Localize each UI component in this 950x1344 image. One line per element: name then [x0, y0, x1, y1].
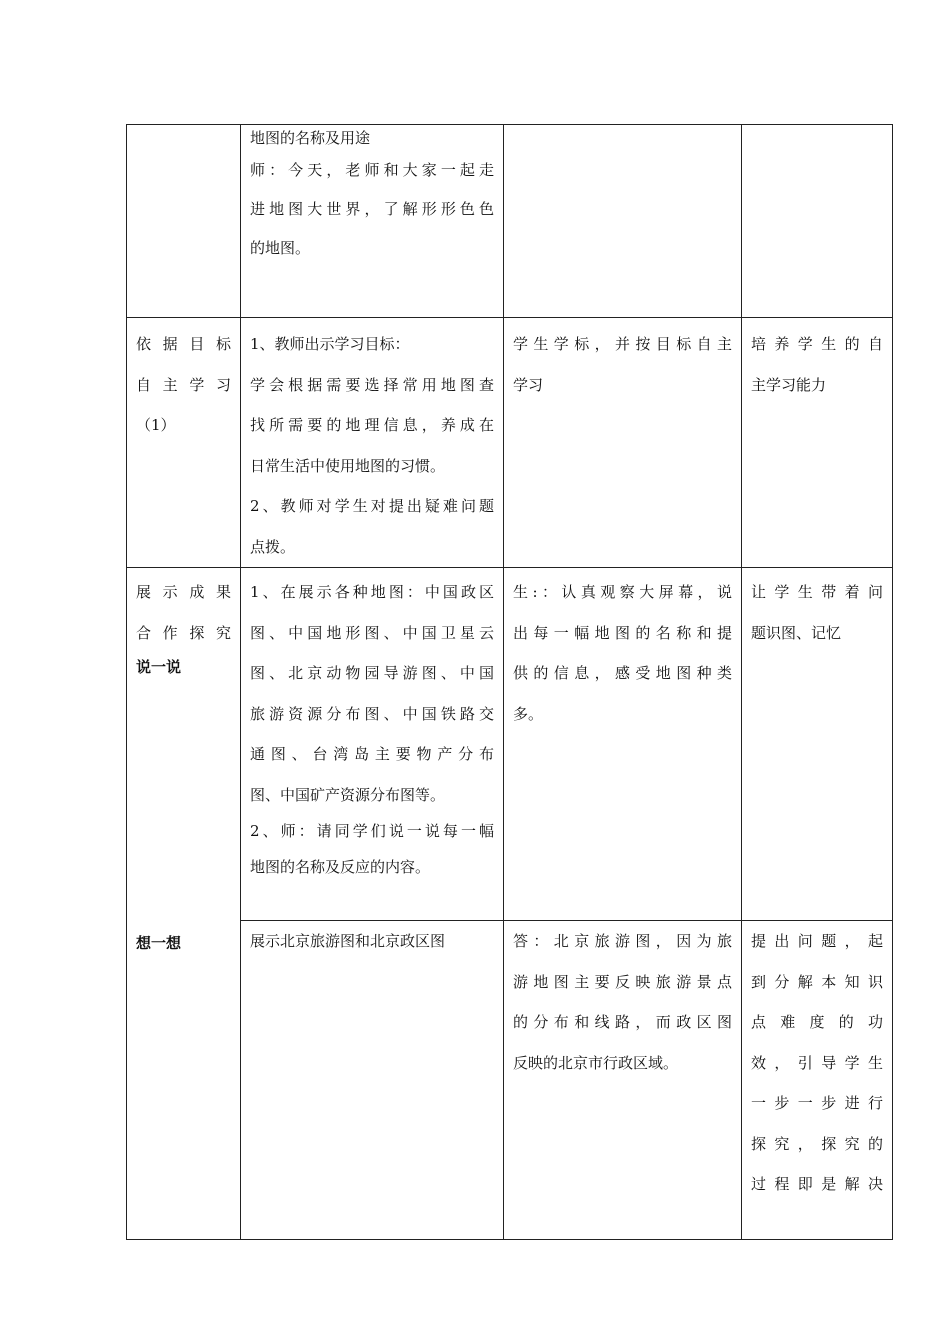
cell-line: 师：今天，老师和大家一起走 [250, 161, 494, 179]
cell-line: 多。 [513, 704, 544, 723]
intent-subcell [742, 568, 892, 921]
cell-line: 图、北京动物园导游图、中国 [250, 664, 494, 682]
student-subcell [504, 921, 741, 1231]
cell-line: 提出问题，起 [751, 932, 883, 950]
cell-line: 自主学习 [136, 375, 231, 394]
cell-line: 学生学标，并按目标自主 [513, 335, 732, 353]
cell-line: 地图的名称及用途 [250, 129, 371, 147]
cell-line: 点难度的功 [751, 1013, 883, 1031]
cell-line: 的分布和线路，而政区图 [513, 1013, 732, 1031]
cell-line: 学习 [513, 375, 544, 394]
teacher-subcell [241, 921, 503, 1231]
cell-line: 的地图。 [250, 239, 311, 257]
cell-line: 展示成果 [136, 583, 231, 601]
cell-line: 通图、台湾岛主要物产分布 [250, 745, 494, 763]
table-row [127, 318, 893, 568]
teacher-activity-cell [241, 568, 504, 1240]
intent-subcell [742, 921, 892, 1231]
cell-line: 游地图主要反映旅游景点 [513, 972, 732, 991]
cell-line: 一步一步进行 [751, 1094, 883, 1112]
cell-line: （1） [136, 416, 176, 434]
stage-cell [127, 125, 241, 318]
cell-line: 1、教师出示学习目标： [250, 335, 410, 353]
student-activity-cell [504, 568, 742, 1240]
cell-line: 说一说 [136, 658, 182, 676]
cell-line: 依据目标 [136, 335, 231, 353]
lesson-plan-table [126, 124, 893, 1240]
teacher-subcell [241, 568, 503, 921]
design-intent-cell [742, 125, 893, 318]
table-row [127, 125, 893, 318]
cell-line: 进地图大世界，了解形形色色 [250, 200, 494, 218]
cell-line: 答：北京旅游图，因为旅 [513, 932, 732, 950]
cell-line: 地图的名称及反应的内容。 [250, 858, 431, 876]
cell-line: 效，引导学生 [751, 1053, 883, 1072]
cell-line: 出每一幅地图的名称和提 [513, 623, 732, 642]
cell-line: 1、在展示各种地图：中国政区 [250, 583, 494, 601]
cell-line: 过程即是解决 [751, 1175, 883, 1193]
cell-line: 图、中国地形图、中国卫星云 [250, 623, 494, 642]
cell-line: 旅游资源分布图、中国铁路交 [250, 704, 494, 723]
cell-line: 日常生活中使用地图的习惯。 [250, 456, 446, 475]
cell-line: 学会根据需要选择常用地图查 [250, 375, 494, 394]
table-row [127, 568, 893, 1240]
cell-line: 题识图、记忆 [751, 623, 842, 642]
teacher-activity-cell [241, 125, 504, 318]
cell-line: 合作探究 [136, 623, 231, 642]
student-activity-cell [504, 318, 742, 568]
cell-line: 点拨。 [250, 537, 296, 556]
cell-line: 2、教师对学生对提出疑难问题 [250, 497, 494, 515]
cell-line: 主学习能力 [751, 375, 827, 394]
cell-line: 找所需要的地理信息，养成在 [250, 416, 494, 434]
cell-line: 生:：认真观察大屏幕，说 [513, 583, 732, 601]
design-intent-cell [742, 318, 893, 568]
student-subcell [504, 568, 741, 921]
cell-line: 想一想 [136, 934, 182, 952]
cell-line: 展示北京旅游图和北京政区图 [250, 932, 446, 950]
cell-line: 让学生带着问 [751, 583, 883, 601]
cell-line: 2、师：请同学们说一说每一幅 [250, 822, 494, 840]
cell-line: 供的信息，感受地图种类 [513, 664, 732, 682]
cell-line: 图、中国矿产资源分布图等。 [250, 785, 446, 804]
cell-line: 探究，探究的 [751, 1134, 883, 1153]
teacher-activity-cell [241, 318, 504, 568]
cell-line: 培养学生的自 [751, 335, 883, 353]
cell-line: 反映的北京市行政区域。 [513, 1053, 679, 1072]
design-intent-cell [742, 568, 893, 1240]
cell-line: 到分解本知识 [751, 972, 883, 991]
stage-cell [127, 318, 241, 568]
spacer [136, 681, 231, 923]
student-activity-cell [504, 125, 742, 318]
stage-cell [127, 568, 241, 1240]
